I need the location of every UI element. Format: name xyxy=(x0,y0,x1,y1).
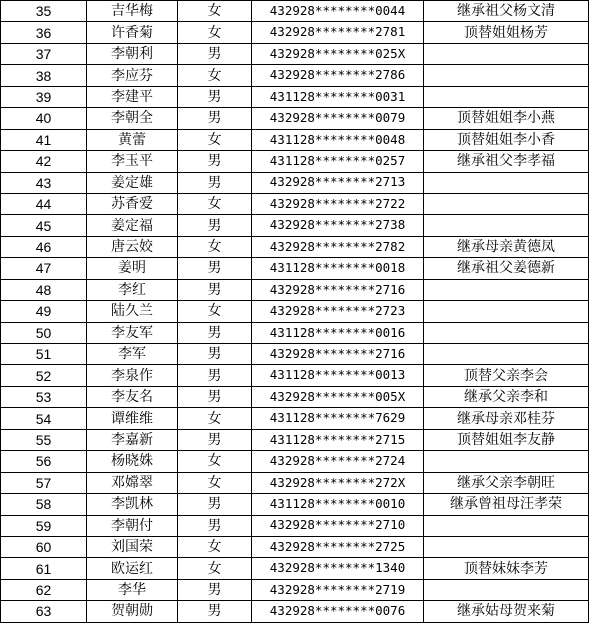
gender-cell: 男 xyxy=(178,365,252,386)
table-row xyxy=(1,558,589,579)
table-row xyxy=(1,408,589,429)
note-cell: 顶替父亲李会 xyxy=(424,365,589,386)
table-row xyxy=(1,172,589,193)
id-number-cell: 432928********272X xyxy=(252,472,424,493)
note-cell: 继承祖父杨文清 xyxy=(424,1,589,22)
name-cell: 姜定雄 xyxy=(87,172,178,193)
table-row xyxy=(1,65,589,86)
name-cell: 李嘉新 xyxy=(87,429,178,450)
table-row xyxy=(1,472,589,493)
gender-cell: 女 xyxy=(178,451,252,472)
gender-cell: 男 xyxy=(178,386,252,407)
id-number-cell: 431128********0013 xyxy=(252,365,424,386)
gender-cell: 女 xyxy=(178,1,252,22)
name-cell: 刘国荣 xyxy=(87,536,178,557)
name-cell: 李军 xyxy=(87,344,178,365)
note-cell: 顶替姐姐杨芳 xyxy=(424,22,589,43)
row-number-cell: 48 xyxy=(1,279,87,300)
id-number-cell: 432928********2710 xyxy=(252,515,424,536)
name-cell: 姜定福 xyxy=(87,215,178,236)
note-cell: 继承母亲邓桂芬 xyxy=(424,408,589,429)
id-number-cell: 431128********0010 xyxy=(252,494,424,515)
table-row xyxy=(1,43,589,64)
note-cell: 顶替姐姐李友静 xyxy=(424,429,589,450)
id-number-cell: 431128********0016 xyxy=(252,322,424,343)
row-number-cell: 59 xyxy=(1,515,87,536)
id-number-cell: 432928********2722 xyxy=(252,193,424,214)
id-number-cell: 432928********2724 xyxy=(252,451,424,472)
gender-cell: 男 xyxy=(178,43,252,64)
row-number-cell: 55 xyxy=(1,429,87,450)
row-number-cell: 47 xyxy=(1,258,87,279)
note-cell xyxy=(424,65,589,86)
name-cell: 苏香爱 xyxy=(87,193,178,214)
table-row xyxy=(1,193,589,214)
id-number-cell: 432928********0044 xyxy=(252,1,424,22)
gender-cell: 男 xyxy=(178,494,252,515)
note-cell xyxy=(424,279,589,300)
note-cell xyxy=(424,536,589,557)
row-number-cell: 50 xyxy=(1,322,87,343)
name-cell: 李朝全 xyxy=(87,108,178,129)
gender-cell: 男 xyxy=(178,172,252,193)
row-number-cell: 56 xyxy=(1,451,87,472)
row-number-cell: 40 xyxy=(1,108,87,129)
note-cell xyxy=(424,193,589,214)
table-row xyxy=(1,129,589,150)
id-number-cell: 432928********025X xyxy=(252,43,424,64)
id-number-cell: 432928********005X xyxy=(252,386,424,407)
name-cell: 李玉平 xyxy=(87,151,178,172)
note-cell: 继承母亲黄德凤 xyxy=(424,236,589,257)
name-cell: 李友名 xyxy=(87,386,178,407)
id-number-cell: 431128********7629 xyxy=(252,408,424,429)
name-cell: 谭维维 xyxy=(87,408,178,429)
name-cell: 李华 xyxy=(87,579,178,600)
gender-cell: 女 xyxy=(178,301,252,322)
gender-cell: 男 xyxy=(178,322,252,343)
row-number-cell: 54 xyxy=(1,408,87,429)
table-row xyxy=(1,579,589,600)
name-cell: 欧运红 xyxy=(87,558,178,579)
row-number-cell: 41 xyxy=(1,129,87,150)
id-number-cell: 431128********0048 xyxy=(252,129,424,150)
gender-cell: 男 xyxy=(178,344,252,365)
name-cell: 李红 xyxy=(87,279,178,300)
note-cell: 继承曾祖母汪孝荣 xyxy=(424,494,589,515)
gender-cell: 男 xyxy=(178,258,252,279)
name-cell: 杨晓姝 xyxy=(87,451,178,472)
name-cell: 许香菊 xyxy=(87,22,178,43)
table-row xyxy=(1,494,589,515)
name-cell: 李凯林 xyxy=(87,494,178,515)
row-number-cell: 39 xyxy=(1,86,87,107)
table-row xyxy=(1,386,589,407)
table-row xyxy=(1,151,589,172)
id-number-cell: 432928********1340 xyxy=(252,558,424,579)
row-number-cell: 61 xyxy=(1,558,87,579)
gender-cell: 男 xyxy=(178,279,252,300)
id-number-cell: 431128********0031 xyxy=(252,86,424,107)
name-cell: 李朝付 xyxy=(87,515,178,536)
id-number-cell: 432928********0076 xyxy=(252,601,424,622)
table-row xyxy=(1,322,589,343)
note-cell: 继承祖父姜德新 xyxy=(424,258,589,279)
note-cell xyxy=(424,344,589,365)
table-row xyxy=(1,536,589,557)
row-number-cell: 63 xyxy=(1,601,87,622)
note-cell xyxy=(424,579,589,600)
id-number-cell: 431128********0257 xyxy=(252,151,424,172)
note-cell: 顶替姐姐李小燕 xyxy=(424,108,589,129)
gender-cell: 女 xyxy=(178,472,252,493)
row-number-cell: 51 xyxy=(1,344,87,365)
id-number-cell: 432928********2716 xyxy=(252,344,424,365)
name-cell: 唐云姣 xyxy=(87,236,178,257)
gender-cell: 男 xyxy=(178,429,252,450)
name-cell: 陆久兰 xyxy=(87,301,178,322)
gender-cell: 男 xyxy=(178,601,252,622)
table-row xyxy=(1,22,589,43)
name-cell: 贺朝勋 xyxy=(87,601,178,622)
gender-cell: 女 xyxy=(178,65,252,86)
note-cell: 继承姑母贺来菊 xyxy=(424,601,589,622)
name-cell: 李朝利 xyxy=(87,43,178,64)
gender-cell: 女 xyxy=(178,536,252,557)
table-row xyxy=(1,236,589,257)
gender-cell: 女 xyxy=(178,558,252,579)
table-row xyxy=(1,451,589,472)
id-number-cell: 432928********2713 xyxy=(252,172,424,193)
note-cell: 继承父亲李和 xyxy=(424,386,589,407)
table-row xyxy=(1,344,589,365)
row-number-cell: 58 xyxy=(1,494,87,515)
row-number-cell: 38 xyxy=(1,65,87,86)
id-number-cell: 432928********2725 xyxy=(252,536,424,557)
gender-cell: 男 xyxy=(178,151,252,172)
gender-cell: 男 xyxy=(178,515,252,536)
gender-cell: 女 xyxy=(178,22,252,43)
row-number-cell: 43 xyxy=(1,172,87,193)
table-row xyxy=(1,86,589,107)
id-number-cell: 432928********2738 xyxy=(252,215,424,236)
table-row xyxy=(1,429,589,450)
name-cell: 李友军 xyxy=(87,322,178,343)
row-number-cell: 49 xyxy=(1,301,87,322)
gender-cell: 女 xyxy=(178,408,252,429)
note-cell xyxy=(424,515,589,536)
note-cell xyxy=(424,215,589,236)
id-number-cell: 431128********2715 xyxy=(252,429,424,450)
row-number-cell: 57 xyxy=(1,472,87,493)
name-cell: 李泉作 xyxy=(87,365,178,386)
note-cell xyxy=(424,86,589,107)
name-cell: 吉华梅 xyxy=(87,1,178,22)
name-cell: 姜明 xyxy=(87,258,178,279)
table-row xyxy=(1,108,589,129)
note-cell: 继承父亲李朝旺 xyxy=(424,472,589,493)
note-cell xyxy=(424,451,589,472)
gender-cell: 男 xyxy=(178,579,252,600)
id-number-cell: 432928********2716 xyxy=(252,279,424,300)
table-row xyxy=(1,365,589,386)
note-cell xyxy=(424,172,589,193)
gender-cell: 男 xyxy=(178,86,252,107)
note-cell xyxy=(424,301,589,322)
id-number-cell: 432928********2723 xyxy=(252,301,424,322)
id-number-cell: 432928********2786 xyxy=(252,65,424,86)
name-cell: 黄蕾 xyxy=(87,129,178,150)
table-row xyxy=(1,301,589,322)
name-cell: 李应芬 xyxy=(87,65,178,86)
id-number-cell: 432928********2719 xyxy=(252,579,424,600)
gender-cell: 女 xyxy=(178,236,252,257)
note-cell: 顶替妹妹李芳 xyxy=(424,558,589,579)
gender-cell: 男 xyxy=(178,108,252,129)
row-number-cell: 36 xyxy=(1,22,87,43)
table-row xyxy=(1,1,589,22)
row-number-cell: 62 xyxy=(1,579,87,600)
row-number-cell: 44 xyxy=(1,193,87,214)
table-row xyxy=(1,515,589,536)
row-number-cell: 52 xyxy=(1,365,87,386)
table-row xyxy=(1,258,589,279)
table-row xyxy=(1,279,589,300)
note-cell: 顶替姐姐李小香 xyxy=(424,129,589,150)
id-number-cell: 431128********0018 xyxy=(252,258,424,279)
name-cell: 邓嫦翠 xyxy=(87,472,178,493)
gender-cell: 女 xyxy=(178,129,252,150)
name-cell: 李建平 xyxy=(87,86,178,107)
id-number-cell: 432928********2781 xyxy=(252,22,424,43)
row-number-cell: 60 xyxy=(1,536,87,557)
gender-cell: 女 xyxy=(178,193,252,214)
note-cell: 继承祖父李孝福 xyxy=(424,151,589,172)
note-cell xyxy=(424,43,589,64)
id-number-cell: 432928********0079 xyxy=(252,108,424,129)
row-number-cell: 53 xyxy=(1,386,87,407)
row-number-cell: 35 xyxy=(1,1,87,22)
row-number-cell: 45 xyxy=(1,215,87,236)
table-row xyxy=(1,601,589,622)
row-number-cell: 42 xyxy=(1,151,87,172)
note-cell xyxy=(424,322,589,343)
row-number-cell: 37 xyxy=(1,43,87,64)
roster-body xyxy=(1,1,589,623)
gender-cell: 男 xyxy=(178,215,252,236)
row-number-cell: 46 xyxy=(1,236,87,257)
id-number-cell: 432928********2782 xyxy=(252,236,424,257)
table-row xyxy=(1,215,589,236)
